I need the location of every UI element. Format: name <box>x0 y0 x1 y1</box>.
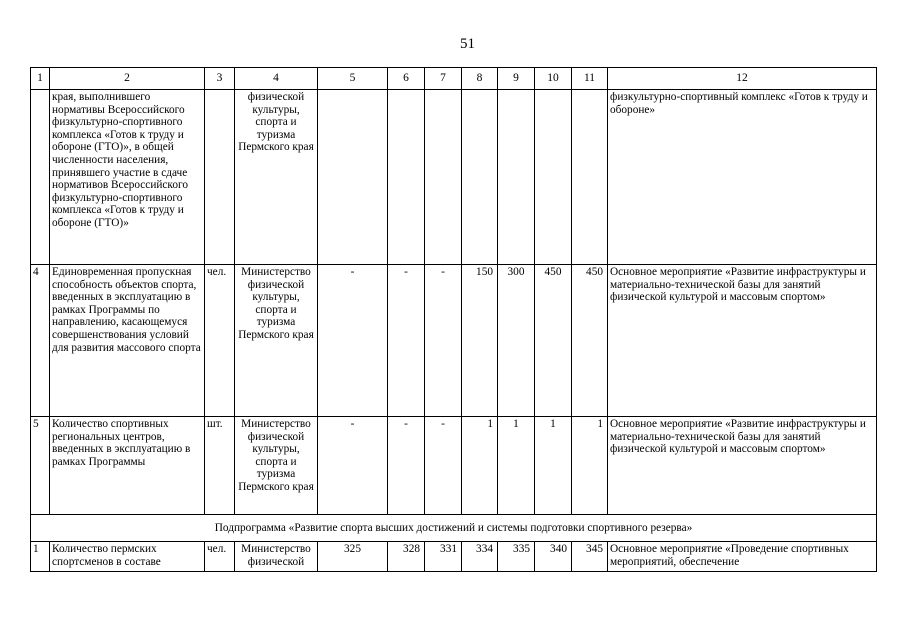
subprogram-title: Подпрограмма «Развитие спорта высших достижений и системы подготовки спортивного резерва» <box>31 515 877 542</box>
responsible-body: физической культуры, спорта и туризма Пермского края <box>235 90 318 265</box>
responsible-body: Министерство физической <box>235 542 318 572</box>
value-col-7: 331 <box>425 542 462 572</box>
header-cell-10: 10 <box>535 68 572 90</box>
header-cell-12: 12 <box>608 68 877 90</box>
value-col-10 <box>535 90 572 265</box>
page-number: 51 <box>460 36 475 52</box>
value-col-6 <box>388 90 425 265</box>
value-col-7: - <box>425 265 462 417</box>
value-col-10: 1 <box>535 417 572 515</box>
value-col-6: - <box>388 265 425 417</box>
indicator-name: Единовременная пропускная способность объектов спорта, введенных в эксплуатацию в рамках Программы по направлению, касающемуся совершенствования условий для развития массового спорта <box>50 265 205 417</box>
value-col-8: 334 <box>462 542 498 572</box>
header-cell-2: 2 <box>50 68 205 90</box>
table-row <box>31 265 877 417</box>
table-row <box>31 542 877 572</box>
value-col-10: 450 <box>535 265 572 417</box>
responsible-body: Министерство физической культуры, спорта и туризма Пермского края <box>235 265 318 417</box>
indicator-name: края, выполнившего нормативы Всероссийского физкультурно-спортивного комплекса «Готов к труду и обороне (ГТО)», в общей численности населения, принявшего участие в сдаче нормативов Всероссийского физкультурно-спортивного комплекса «Готов к труду и обороне (ГТО)» <box>50 90 205 265</box>
value-col-7: - <box>425 417 462 515</box>
value-col-9: 300 <box>498 265 535 417</box>
value-col-11: 450 <box>572 265 608 417</box>
row-number <box>31 90 50 265</box>
value-col-11: 345 <box>572 542 608 572</box>
related-measure: Основное мероприятие «Развитие инфраструктуры и материально-технической базы для занятий физической культурой и массовым спортом» <box>608 265 877 417</box>
header-cell-11: 11 <box>572 68 608 90</box>
related-measure: Основное мероприятие «Развитие инфраструктуры и материально-технической базы для занятий физической культурой и массовым спортом» <box>608 417 877 515</box>
unit: шт. <box>205 417 235 515</box>
value-col-7 <box>425 90 462 265</box>
table-row <box>31 417 877 515</box>
header-cell-7: 7 <box>425 68 462 90</box>
value-col-8 <box>462 90 498 265</box>
subprogram-row <box>31 515 877 542</box>
value-col-8: 150 <box>462 265 498 417</box>
table-row <box>31 90 877 265</box>
unit <box>205 90 235 265</box>
responsible-body: Министерство физической культуры, спорта и туризма Пермского края <box>235 417 318 515</box>
indicators-table <box>30 67 877 572</box>
value-col-9: 1 <box>498 417 535 515</box>
header-cell-6: 6 <box>388 68 425 90</box>
value-col-5: 325 <box>318 542 388 572</box>
value-col-6: - <box>388 417 425 515</box>
header-cell-8: 8 <box>462 68 498 90</box>
table-header-row <box>31 68 877 90</box>
indicator-name: Количество пермских спортсменов в составе <box>50 542 205 572</box>
row-number: 4 <box>31 265 50 417</box>
value-col-5: - <box>318 417 388 515</box>
value-col-5 <box>318 90 388 265</box>
value-col-10: 340 <box>535 542 572 572</box>
row-number: 5 <box>31 417 50 515</box>
unit: чел. <box>205 542 235 572</box>
header-cell-3: 3 <box>205 68 235 90</box>
value-col-9 <box>498 90 535 265</box>
value-col-9: 335 <box>498 542 535 572</box>
header-cell-1: 1 <box>31 68 50 90</box>
row-number: 1 <box>31 542 50 572</box>
value-col-6: 328 <box>388 542 425 572</box>
value-col-8: 1 <box>462 417 498 515</box>
header-cell-5: 5 <box>318 68 388 90</box>
related-measure: физкультурно-спортивный комплекс «Готов к труду и обороне» <box>608 90 877 265</box>
indicator-name: Количество спортивных региональных центров, введенных в эксплуатацию в рамках Программы <box>50 417 205 515</box>
value-col-11: 1 <box>572 417 608 515</box>
header-cell-9: 9 <box>498 68 535 90</box>
unit: чел. <box>205 265 235 417</box>
header-cell-4: 4 <box>235 68 318 90</box>
value-col-5: - <box>318 265 388 417</box>
related-measure: Основное мероприятие «Проведение спортивных мероприятий, обеспечение <box>608 542 877 572</box>
value-col-11 <box>572 90 608 265</box>
